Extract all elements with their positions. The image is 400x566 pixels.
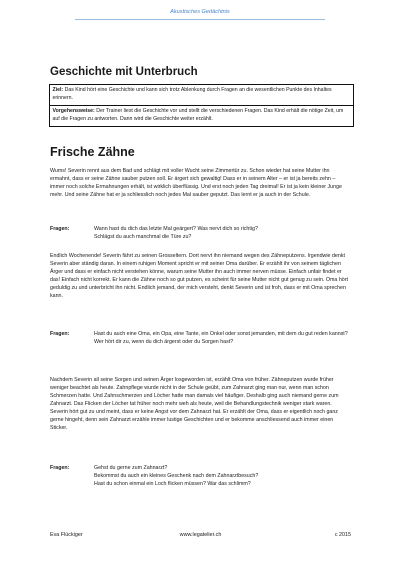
story-title: Frische Zähne [50, 145, 135, 159]
question-line: Gehst du gerne zum Zahnarzt? [94, 465, 168, 471]
footer-website: www.legatelier.ch [179, 532, 222, 538]
footer-copyright: c 2015 [334, 532, 351, 538]
questions-label: Fragen: [50, 465, 70, 471]
question-line: Hast du schon einmal ein Loch flicken müssen? War das schlimm? [94, 481, 251, 488]
goal-row [50, 85, 353, 105]
question-lines [94, 330, 351, 346]
question-lines [94, 225, 351, 241]
section-title: Geschichte mit Unterbruch [50, 66, 198, 78]
question-line: Wann hast du dich das letzte Mal geärgert? Was nervt dich so richtig? [94, 226, 258, 232]
story-paragraph-2: Endlich Wochenende! Severin fährt zu seinen Grosseltern. Dort nervt ihn niemand wegen des Zähneputzens. Irgendwie denkt Severin aber ständig daran. In einem ruhigen Moment spricht er mit seiner Oma darüber. Er erzählt ihr von seinem täglichen Ärger und dass er einfach nicht verstehen könne, warum seine Mutter ihn auch immer nerven müsse. Einfach unfair findet er das! Einfach nicht korrekt. Er kann die Zähne noch so gut putzen, es scheint für seine Mutter nicht gut genug zu sein. Oma hört geduldig zu und unterbricht ihn nicht. Endlich jemand, der mich versteht, denkt Severin und ist froh, dass er mit Oma sprechen kann. [50, 253, 348, 300]
goal-label: Ziel: [52, 87, 64, 93]
procedure-text: Der Trainer liest die Geschichte vor und stellt die verschiedenen Fragen. Das Kind erhält die nötige Zeit, um auf die Fragen zu antworten. Dann wird die Geschichte weiter erzählt. [52, 107, 344, 122]
page-header: Akustisches Gedächtnis [170, 9, 230, 15]
question-line: Hast du auch eine Oma, ein Opa, eine Tante, ein Onkel oder sonst jemanden, mit dem du gut reden kannst? [94, 331, 348, 337]
story-paragraph-1: Wums! Severin rennt aus dem Bad und schlägt mit voller Wucht seine Zimmertür zu. Schon wieder hat seine Mutter ihn ermahnt, dass er seine Zähne sauber putzen soll. Er ärgert sich gewaltig! Dass er in seinem Alter – er ist ja bereits zehn – immer noch solche Ermahnungen erhält, ist wirklich überflüssig. Und erst noch jeden Tag dreimal! Er ist ja kein kleiner Junge mehr. Und seine Zähne hat er ja schliesslich noch jedes Mal sauber geputzt. Das lernt er ja auch in der Schule. [50, 168, 342, 199]
question-line: Bekommst du auch ein kleines Geschenk nach dem Zahnarztbesuch? [94, 473, 259, 480]
page-footer [50, 532, 351, 540]
question-line: Wer hört dir zu, wenn du dich ärgerst oder du Sorgen hast? [94, 339, 234, 346]
question-line: Schlägst du auch manchmal die Türe zu? [94, 234, 192, 241]
footer-author: Eva Flückiger [50, 532, 83, 538]
questions-label: Fragen: [50, 331, 70, 337]
header-divider [75, 19, 325, 20]
procedure-label: Vorgehensweise: [52, 107, 95, 114]
question-lines [94, 464, 351, 488]
goal-text: Das Kind hört eine Geschichte und kann sich trotz Ablenkung durch Fragen an die wesentlichen Punkte des Inhaltes erinnern. [52, 87, 332, 101]
story-paragraph-3: Nachdem Severin all seine Sorgen und seinen Ärger losgeworden ist, erzählt Oma von früher. Zähneputzen wurde früher weniger beachtet als heute. Zahnpflege wurde nicht in der Schule geübt, zum Zahnarzt ging man nur, wenn man schon Schmerzen hatte. Und Zahnschmerzen und Löcher hatte man damals viel häufiger. Deshalb ging auch niemand gerne zum Zahnarzt. Das Flicken der Löcher tat früher noch mehr weh als heute, weil die Behandlungstechnik weniger stark waren. Severin hört gut zu und meint, dass er keine Angst vor dem Zahnarzt hat. Er erzählt der Oma, dass er eigentlich noch ganz gerne hingeht, denn sein Zahnarzt erzähle immer lustige Geschichten und er bekomme anschliessend auch immer einen Sticker. [50, 377, 339, 432]
procedure-row [50, 105, 353, 126]
info-box [49, 84, 354, 127]
questions-label: Fragen: [50, 226, 70, 232]
